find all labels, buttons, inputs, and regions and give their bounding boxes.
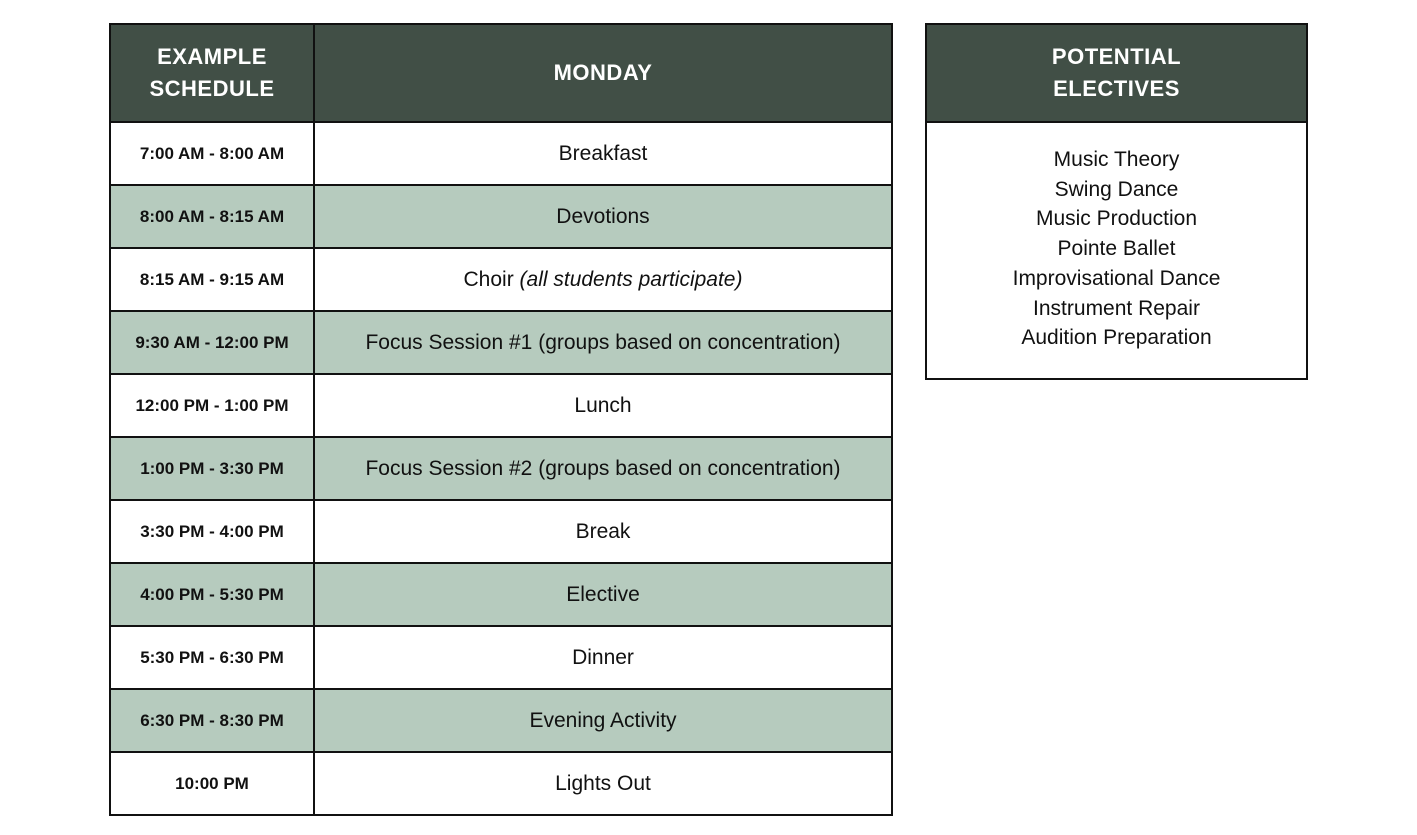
electives-panel bbox=[925, 23, 1308, 380]
schedule-table bbox=[109, 23, 893, 816]
day-header: MONDAY bbox=[314, 24, 892, 122]
schedule-title-line1: EXAMPLE bbox=[157, 44, 267, 69]
elective-item: Music Theory bbox=[1053, 148, 1180, 171]
schedule-row bbox=[110, 248, 892, 311]
activity-cell bbox=[314, 248, 892, 311]
elective-item: Swing Dance bbox=[1054, 177, 1179, 201]
activity-label: Lunch bbox=[574, 393, 632, 417]
schedule-row bbox=[110, 752, 892, 815]
schedule-row bbox=[110, 185, 892, 248]
schedule-header-row bbox=[110, 24, 892, 122]
time-slot: 6:30 PM - 8:30 PM bbox=[110, 689, 314, 752]
activity-cell bbox=[314, 500, 892, 563]
activity-note: (all students participate) bbox=[519, 267, 743, 291]
time-slot: 9:30 AM - 12:00 PM bbox=[110, 311, 314, 374]
schedule-row bbox=[110, 689, 892, 752]
activity-label: Elective bbox=[566, 582, 640, 606]
activity-cell bbox=[314, 437, 892, 500]
activity-cell bbox=[314, 563, 892, 626]
elective-item: Improvisational Dance bbox=[1012, 266, 1221, 290]
time-slot: 5:30 PM - 6:30 PM bbox=[110, 626, 314, 689]
schedule-title-cell bbox=[110, 24, 314, 122]
schedule-title-line2: SCHEDULE bbox=[149, 76, 275, 101]
activity-cell bbox=[314, 626, 892, 689]
elective-item: Audition Preparation bbox=[1021, 326, 1212, 350]
activity-cell bbox=[314, 122, 892, 185]
schedule-row bbox=[110, 374, 892, 437]
time-slot: 1:00 PM - 3:30 PM bbox=[110, 437, 314, 500]
schedule-row bbox=[110, 437, 892, 500]
activity-label: Evening Activity bbox=[529, 708, 677, 732]
elective-item: Music Production bbox=[1035, 207, 1198, 231]
schedule-row bbox=[110, 311, 892, 374]
elective-item: Pointe Ballet bbox=[1057, 237, 1176, 261]
time-slot: 8:00 AM - 8:15 AM bbox=[110, 185, 314, 248]
schedule-row bbox=[110, 563, 892, 626]
activity-cell bbox=[314, 374, 892, 437]
activity-label: Devotions bbox=[556, 204, 650, 228]
time-slot: 8:15 AM - 9:15 AM bbox=[110, 248, 314, 311]
time-slot: 12:00 PM - 1:00 PM bbox=[110, 374, 314, 437]
activity-cell bbox=[314, 185, 892, 248]
time-slot: 4:00 PM - 5:30 PM bbox=[110, 563, 314, 626]
elective-item: Instrument Repair bbox=[1033, 296, 1200, 320]
activity-label: Focus Session #1 (groups based on concentration) bbox=[365, 330, 841, 354]
electives-title-line2: ELECTIVES bbox=[1053, 76, 1180, 101]
activity-cell bbox=[314, 689, 892, 752]
schedule-row bbox=[110, 500, 892, 563]
activity-label: Choir bbox=[463, 267, 520, 291]
time-slot: 10:00 PM bbox=[110, 752, 314, 815]
time-slot: 7:00 AM - 8:00 AM bbox=[110, 122, 314, 185]
activity-label: Breakfast bbox=[558, 141, 648, 165]
activity-label: Lights Out bbox=[555, 771, 651, 795]
activity-cell bbox=[314, 311, 892, 374]
electives-title-line1: POTENTIAL bbox=[1051, 44, 1182, 69]
schedule-row bbox=[110, 626, 892, 689]
electives-header bbox=[927, 25, 1306, 123]
activity-label: Focus Session #2 (groups based on concentration) bbox=[365, 456, 841, 480]
activity-label: Dinner bbox=[572, 645, 634, 669]
electives-list bbox=[927, 123, 1306, 353]
schedule-row bbox=[110, 122, 892, 185]
schedule-header bbox=[110, 24, 892, 122]
activity-cell bbox=[314, 752, 892, 815]
schedule-body bbox=[110, 122, 892, 815]
activity-label: Break bbox=[575, 519, 631, 543]
time-slot: 3:30 PM - 4:00 PM bbox=[110, 500, 314, 563]
